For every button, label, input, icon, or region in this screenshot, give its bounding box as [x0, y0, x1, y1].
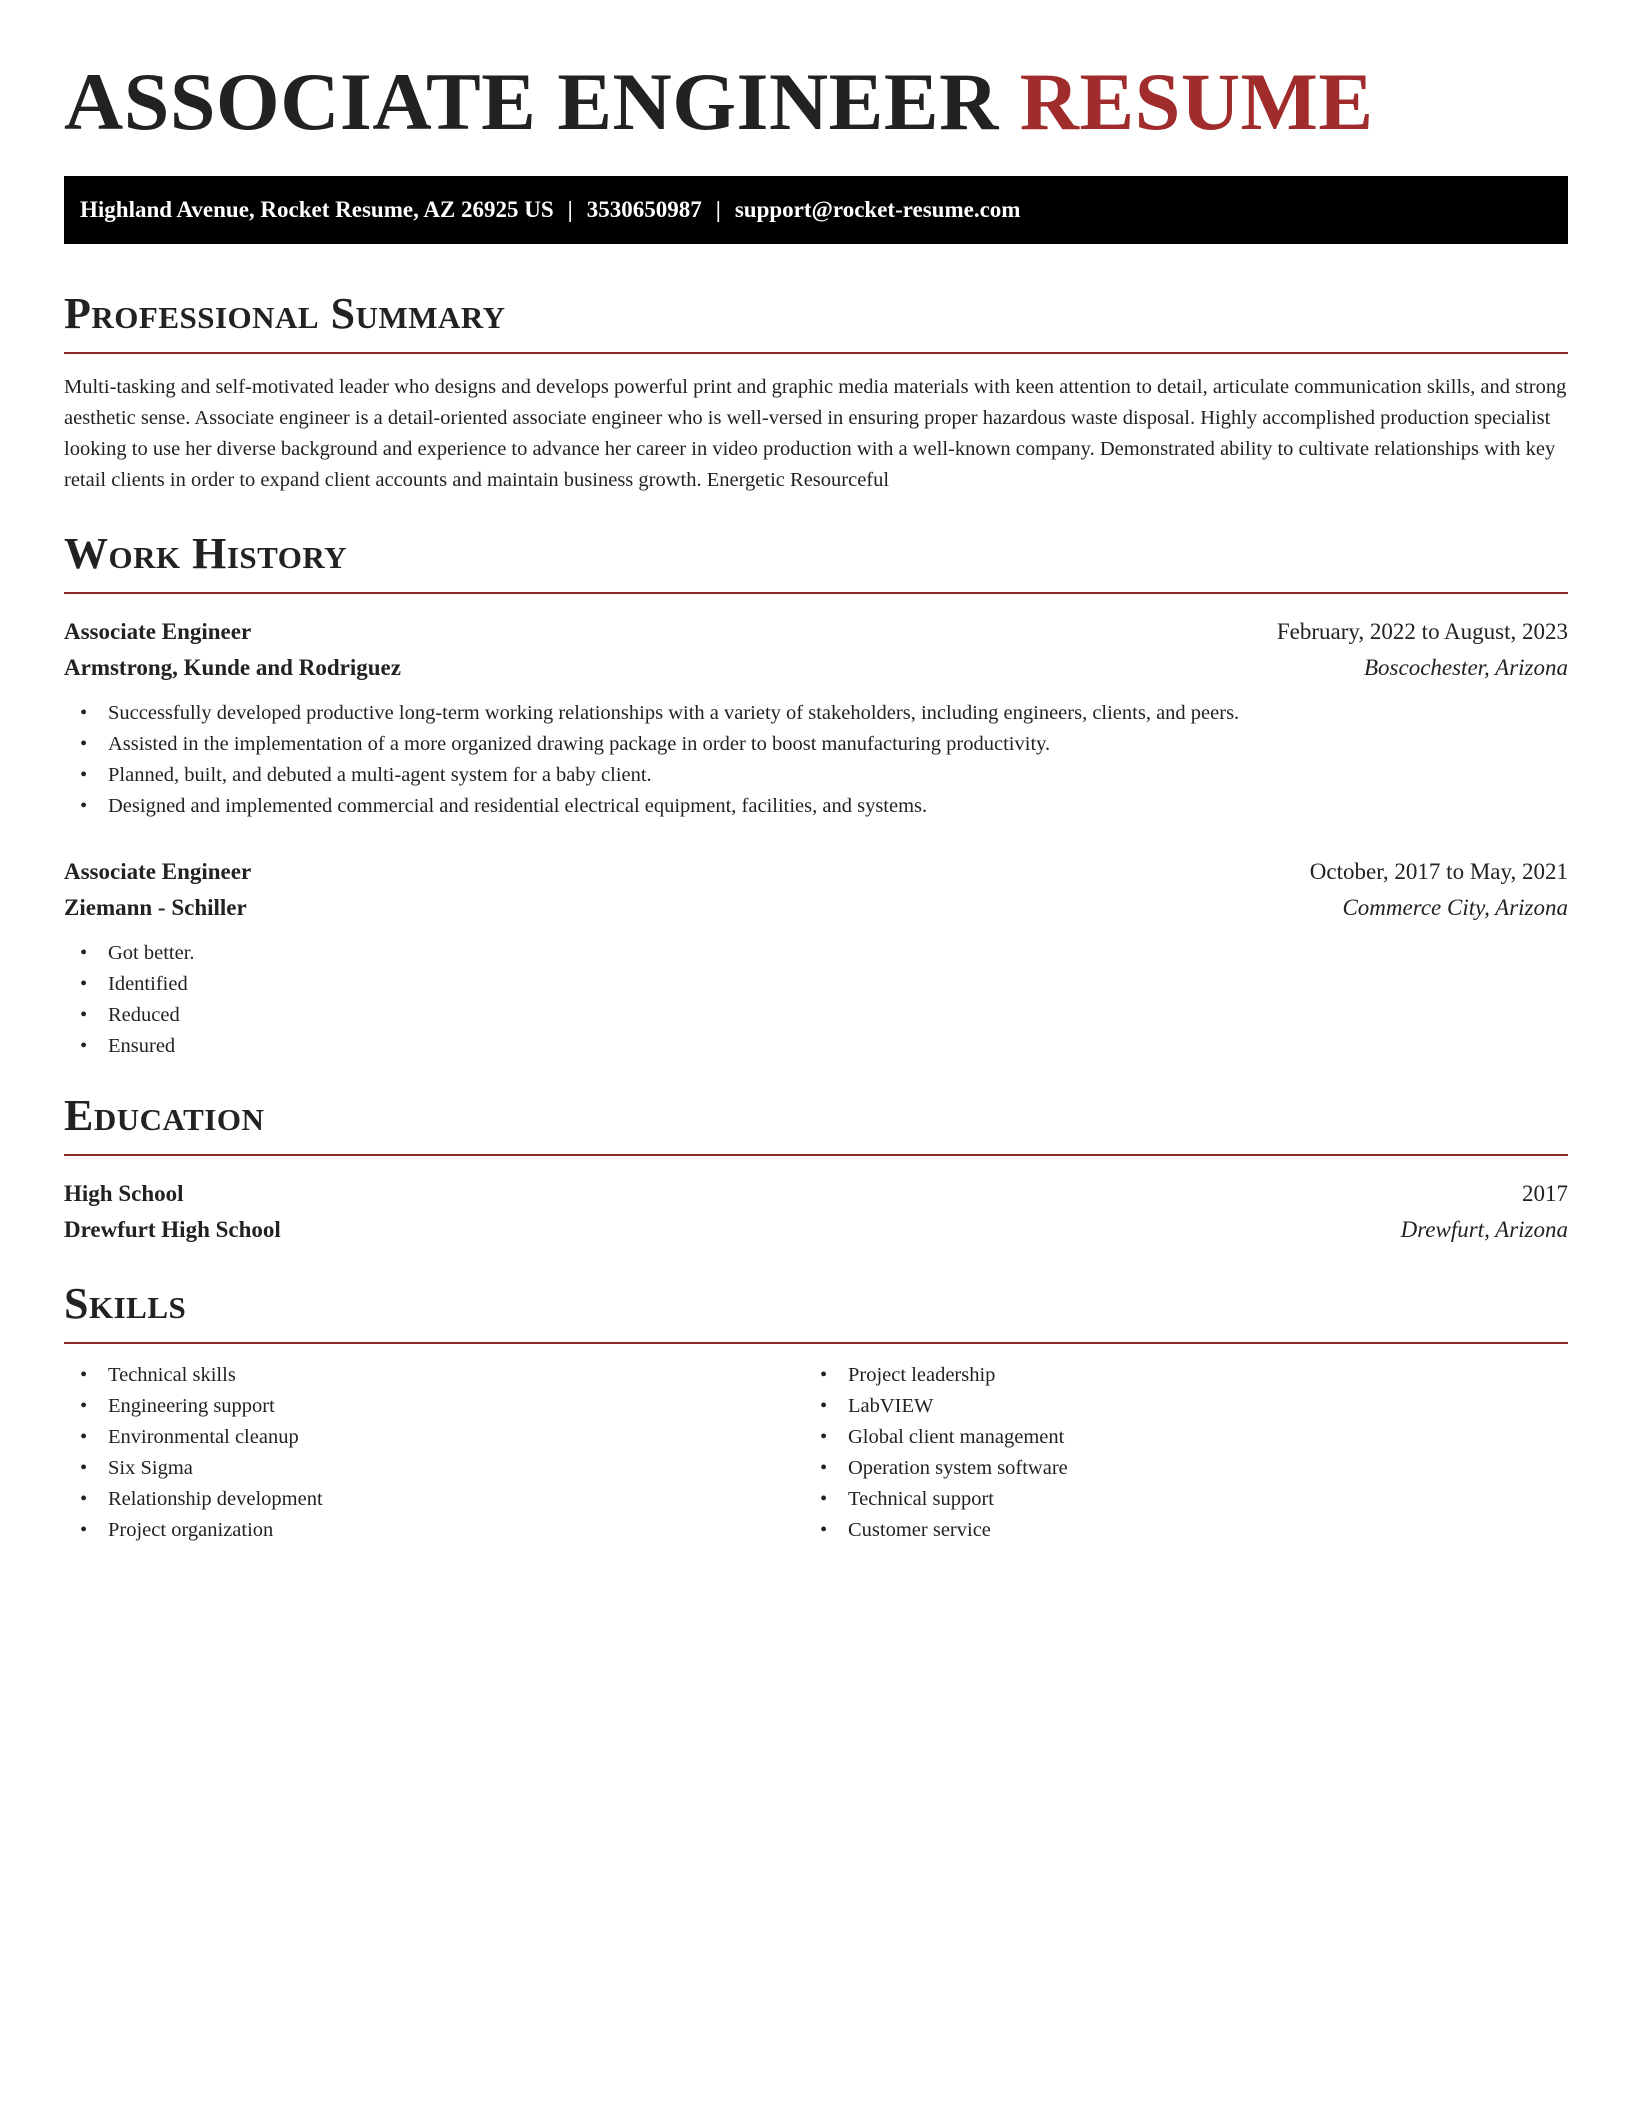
skills-section	[64, 1276, 1568, 1546]
skills-columns	[64, 1360, 1568, 1546]
education-degree-row	[64, 1176, 1568, 1212]
job-entry	[64, 854, 1568, 1062]
contact-bar	[64, 176, 1568, 244]
job-company-row	[64, 650, 1568, 686]
job-entry	[64, 614, 1568, 822]
education-school: Drewfurt High School	[64, 1217, 281, 1242]
skill-item: • Project leadership	[804, 1360, 1544, 1391]
job-company: Armstrong, Kunde and Rodriguez	[64, 655, 401, 680]
resume-title	[64, 0, 1568, 152]
skill-item: • Customer service	[804, 1515, 1544, 1546]
job-bullets	[64, 938, 1568, 1062]
summary-text: Multi-tasking and self-motivated leader who designs and develops powerful print and graphic media materials with keen attention to detail, articulate communication skills, and strong aesthetic sense. Associate engineer is a detail-oriented associate engineer who is well-versed in ensuring proper hazardous waste disposal. Highly accomplished production specialist looking to use her diverse background and experience to advance her career in video production with a well-known company. Demonstrated ability to cultivate relationships with key retail clients in order to expand client accounts and maintain business growth. Energetic Resourceful	[64, 376, 1567, 491]
contact-address: Highland Avenue, Rocket Resume, AZ 26925 US	[80, 197, 554, 222]
skill-item: • Technical support	[804, 1484, 1544, 1515]
job-dates: October, 2017 to May, 2021	[1309, 859, 1568, 884]
summary-section	[64, 286, 1568, 496]
job-location: Commerce City, Arizona	[1342, 895, 1568, 920]
skill-item: • Engineering support	[64, 1391, 804, 1422]
education-entry	[64, 1176, 1568, 1248]
job-bullet: • Planned, built, and debuted a multi-agent system for a baby client.	[64, 760, 1568, 791]
job-bullets	[64, 698, 1568, 822]
skill-item: • Environmental cleanup	[64, 1422, 804, 1453]
job-bullet: • Successfully developed productive long-term working relationships with a variety of stakeholders, including engineers, clients, and peers.	[64, 698, 1568, 729]
job-dates: February, 2022 to August, 2023	[1276, 619, 1568, 644]
skill-item: • Six Sigma	[64, 1453, 804, 1484]
job-bullet: • Assisted in the implementation of a more organized drawing package in order to boost manufacturing productivity.	[64, 729, 1568, 760]
title-accent: RESUME	[1019, 56, 1374, 147]
job-location: Boscochester, Arizona	[1363, 655, 1568, 680]
education-school-row	[64, 1212, 1568, 1248]
education-location: Drewfurt, Arizona	[1400, 1217, 1568, 1242]
skill-item: • Operation system software	[804, 1453, 1544, 1484]
job-title: Associate Engineer	[64, 859, 252, 884]
title-main: ASSOCIATE ENGINEER	[64, 56, 999, 147]
work-history-section	[64, 526, 1568, 1062]
section-divider	[64, 592, 1568, 594]
job-company: Ziemann - Schiller	[64, 895, 247, 920]
job-bullet: • Reduced	[64, 1000, 1568, 1031]
skills-list-right	[804, 1360, 1544, 1546]
job-bullet: • Ensured	[64, 1031, 1568, 1062]
job-title: Associate Engineer	[64, 619, 252, 644]
section-divider	[64, 1342, 1568, 1344]
work-history-heading: Work History	[64, 529, 348, 578]
skill-item: • Project organization	[64, 1515, 804, 1546]
job-company-row	[64, 890, 1568, 926]
skill-item: • LabVIEW	[804, 1391, 1544, 1422]
skill-item: • Technical skills	[64, 1360, 804, 1391]
education-degree: High School	[64, 1181, 184, 1206]
contact-email: support@rocket-resume.com	[734, 197, 1021, 222]
job-bullet: • Identified	[64, 969, 1568, 1000]
section-divider	[64, 352, 1568, 354]
job-bullet: • Got better.	[64, 938, 1568, 969]
job-header-row	[64, 614, 1568, 650]
contact-phone: 3530650987	[586, 197, 702, 222]
summary-heading: Professional Summary	[64, 289, 506, 338]
job-bullet: • Designed and implemented commercial and residential electrical equipment, facilities, and systems.	[64, 791, 1568, 822]
skills-heading: Skills	[64, 1279, 187, 1328]
job-header-row	[64, 854, 1568, 890]
skill-item: • Global client management	[804, 1422, 1544, 1453]
education-section	[64, 1088, 1568, 1248]
contact-separator: |	[567, 197, 573, 222]
section-divider	[64, 1154, 1568, 1156]
skill-item: • Relationship development	[64, 1484, 804, 1515]
skills-list-left	[64, 1360, 804, 1546]
education-heading: Education	[64, 1091, 265, 1140]
education-year: 2017	[1522, 1181, 1568, 1206]
contact-separator: |	[715, 197, 721, 222]
